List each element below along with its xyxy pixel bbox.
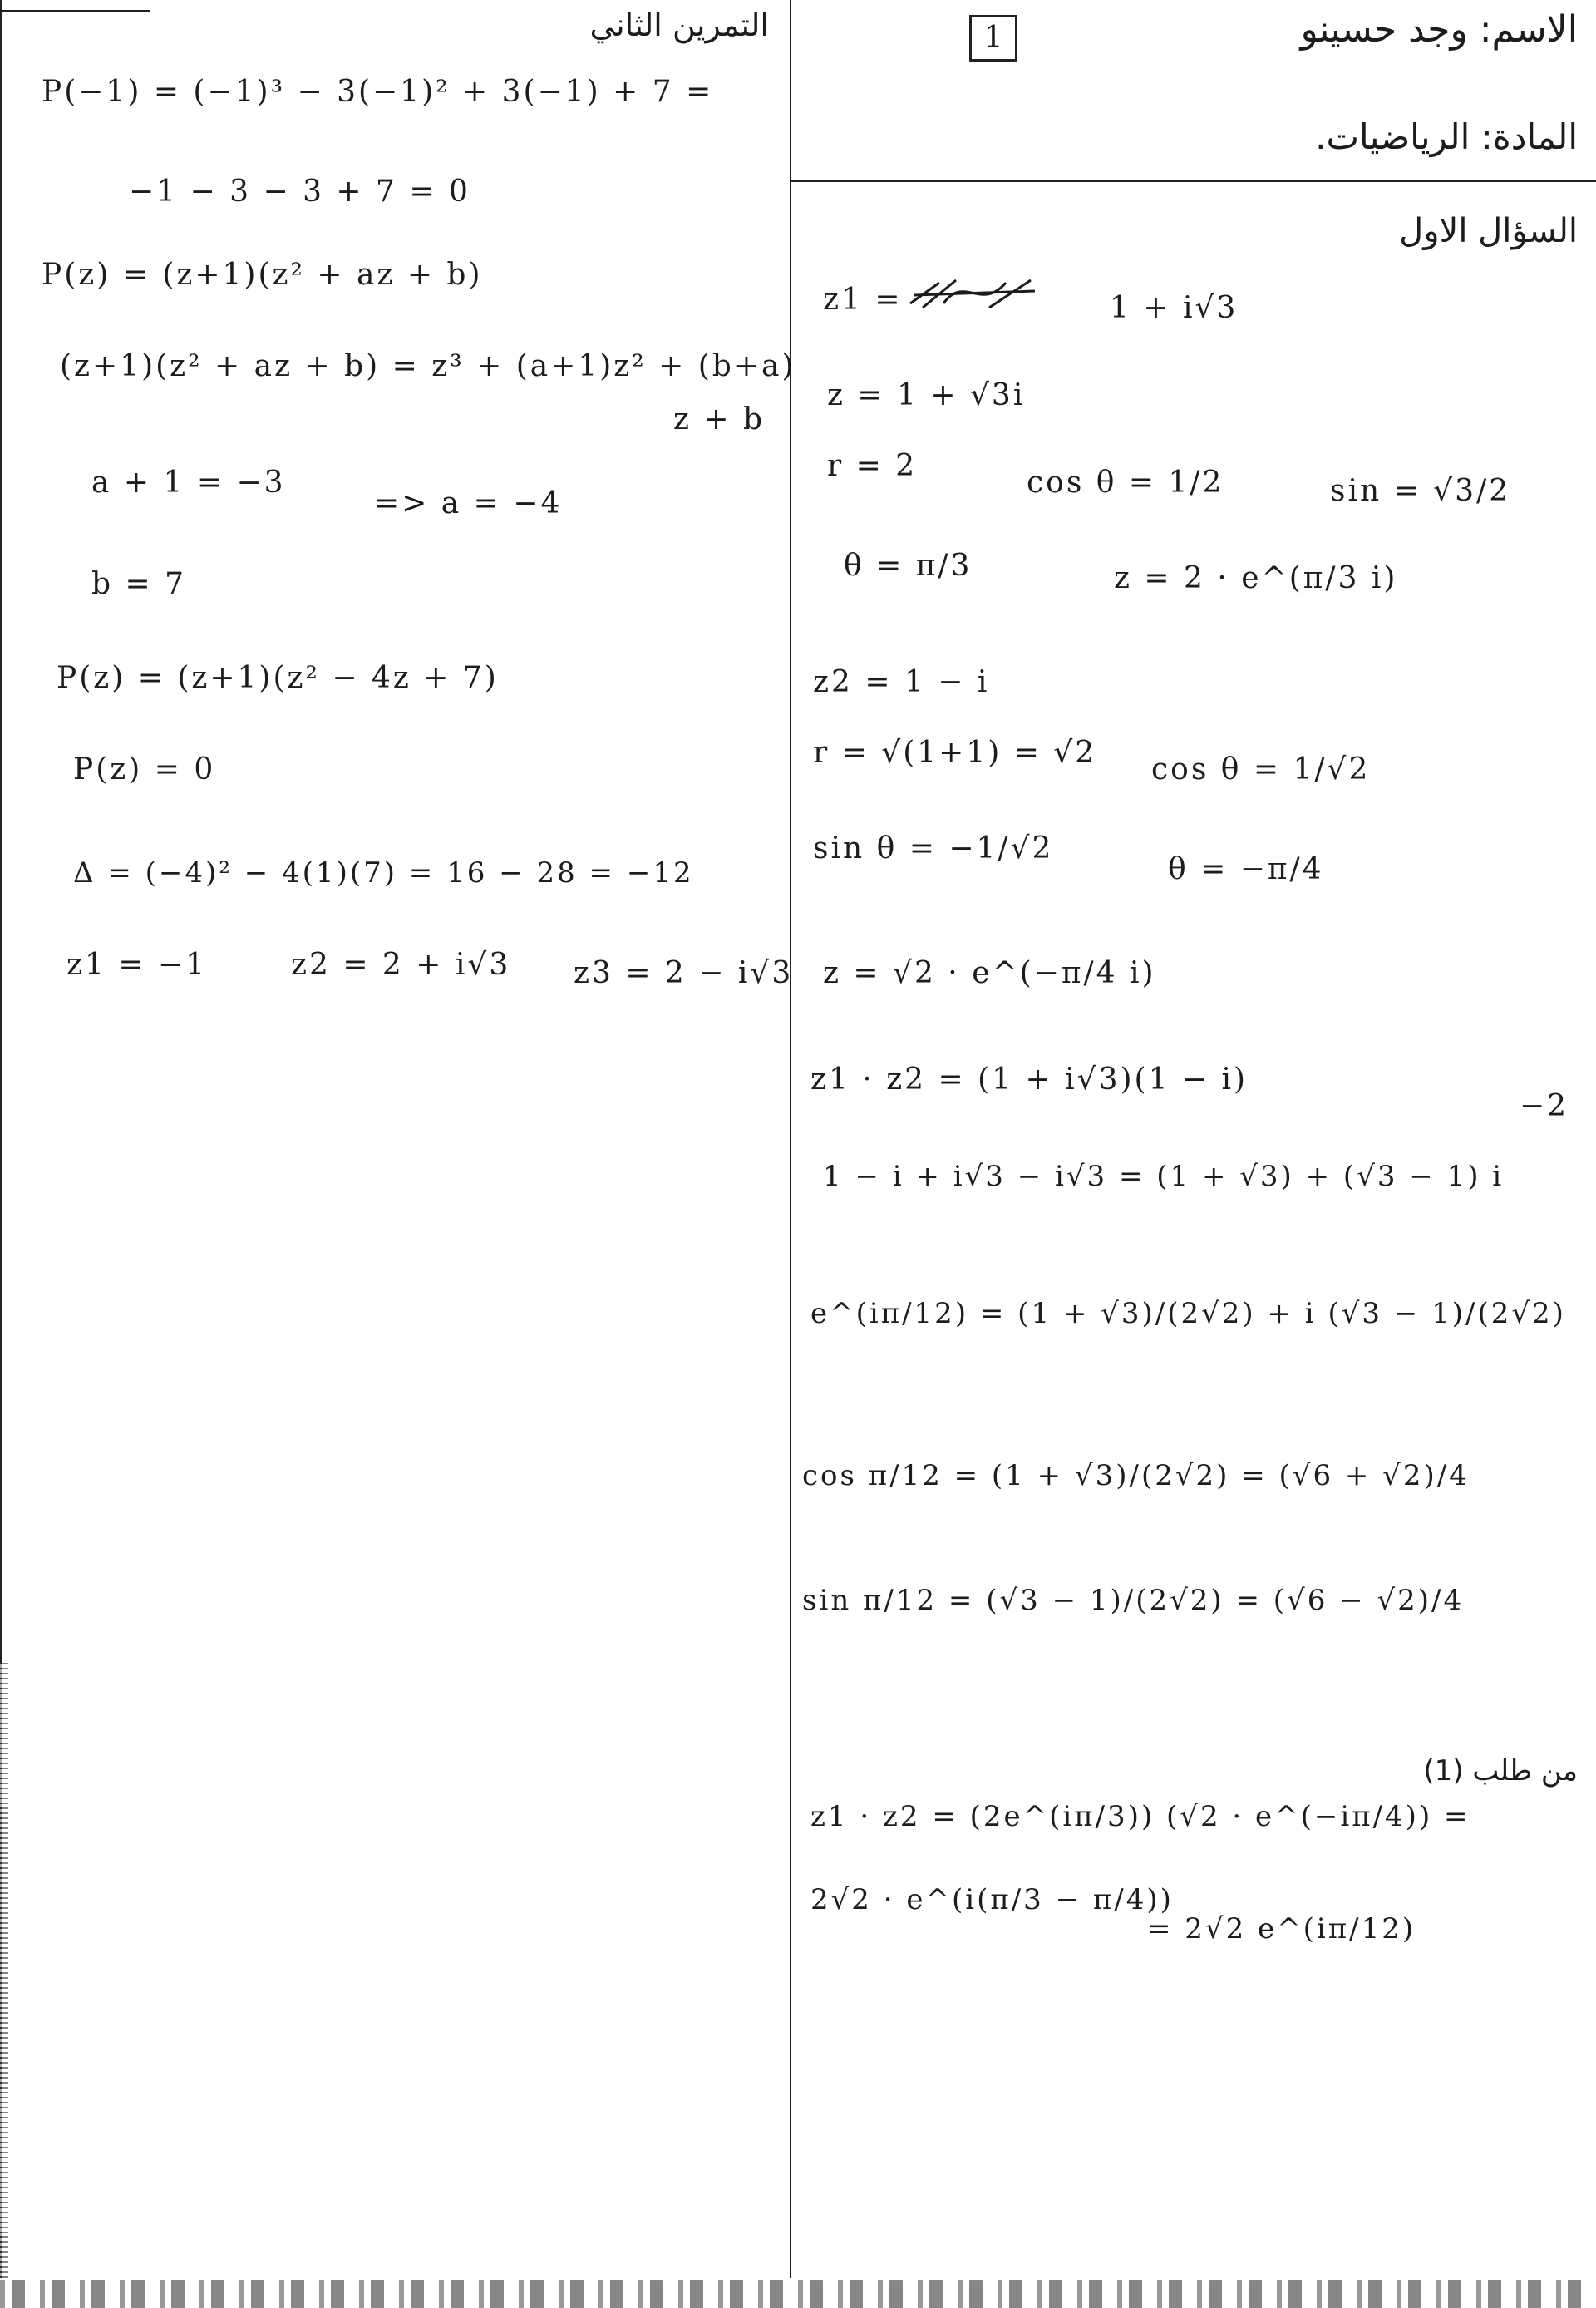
question-part-marker: −2: [1520, 1089, 1569, 1123]
right-line-17: e^(iπ/12) = (1 + √3)/(2√2) + i (√3 − 1)/(2√2): [810, 1297, 1566, 1330]
left-line-3: P(z) = (z+1)(z² + az + b): [42, 258, 483, 292]
left-line-7: => a = −4: [374, 486, 563, 520]
page-number-box: 1: [969, 15, 1017, 62]
left-line-2: −1 − 3 − 3 + 7 = 0: [129, 175, 470, 209]
right-line-19: sin π/12 = (√3 − 1)/(2√2) = (√6 − √2)/4: [802, 1584, 1465, 1617]
scan-bottom-edge: [0, 2280, 1596, 2308]
right-line-8: z = 2 · e^(π/3 i): [1114, 561, 1398, 595]
sheet-top-left-border: [0, 10, 150, 12]
right-line-21: 2√2 · e^(i(π/3 − π/4)): [810, 1883, 1174, 1916]
right-line-14: z = √2 · e^(−π/4 i): [823, 956, 1156, 990]
right-line-11: cos θ = 1/√2: [1151, 752, 1371, 787]
crossed-out-scribble: [906, 279, 1039, 312]
right-line-12: sin θ = −1/√2: [813, 831, 1054, 866]
left-line-11: Δ = (−4)² − 4(1)(7) = 16 − 28 = −12: [73, 856, 694, 890]
right-line-5: cos θ = 1/2: [1027, 466, 1224, 500]
scan-edge-marks: [0, 1663, 8, 2278]
left-line-13: z2 = 2 + i√3: [291, 948, 511, 982]
right-line-6: sin = √3/2: [1330, 474, 1511, 508]
right-line-13: θ = −π/4: [1168, 852, 1324, 886]
subject-label: المادة: الرياضيات.: [1315, 116, 1578, 157]
right-line-16: 1 − i + i√3 − i√3 = (1 + √3) + (√3 − 1) i: [823, 1160, 1505, 1193]
question-one-title: السؤال الاول: [1399, 212, 1578, 250]
column-divider: [790, 0, 791, 2278]
right-line-4: r = 2: [827, 449, 918, 483]
left-line-9: P(z) = (z+1)(z² − 4z + 7): [57, 661, 499, 695]
right-line-3: z = 1 + √3i: [827, 378, 1026, 412]
from-request-note: من طلب (1): [1423, 1754, 1578, 1788]
right-line-7: θ = π/3: [844, 549, 973, 583]
right-line-22: = 2√2 e^(iπ/12): [1147, 1912, 1416, 1946]
right-line-15: z1 · z2 = (1 + i√3)(1 − i): [810, 1063, 1249, 1097]
right-line-10: r = √(1+1) = √2: [813, 736, 1097, 770]
right-line-2: 1 + i√3: [1110, 291, 1239, 325]
right-line-20: z1 · z2 = (2e^(iπ/3)) (√2 · e^(−iπ/4)) =: [810, 1800, 1470, 1833]
right-line-9: z2 = 1 − i: [813, 665, 990, 699]
left-line-8: b = 7: [91, 567, 186, 601]
right-line-1: z1 =: [823, 283, 903, 317]
exercise-two-title: التمرين الثاني: [589, 7, 769, 43]
left-line-6: a + 1 = −3: [91, 466, 286, 500]
right-line-18: cos π/12 = (1 + √3)/(2√2) = (√6 + √2)/4: [802, 1459, 1470, 1492]
left-line-14: z3 = 2 − i√3: [574, 956, 794, 990]
left-line-12: z1 = −1: [66, 948, 207, 982]
left-line-4: (z+1)(z² + az + b) = z³ + (a+1)z² + (b+a): [60, 349, 796, 383]
left-line-10: P(z) = 0: [73, 752, 216, 787]
left-line-5: z + b: [673, 402, 766, 436]
student-name: الاسم: وجد حسينو: [1300, 8, 1578, 51]
left-line-1: P(−1) = (−1)³ − 3(−1)² + 3(−1) + 7 =: [42, 75, 714, 109]
header-divider: [791, 180, 1596, 182]
